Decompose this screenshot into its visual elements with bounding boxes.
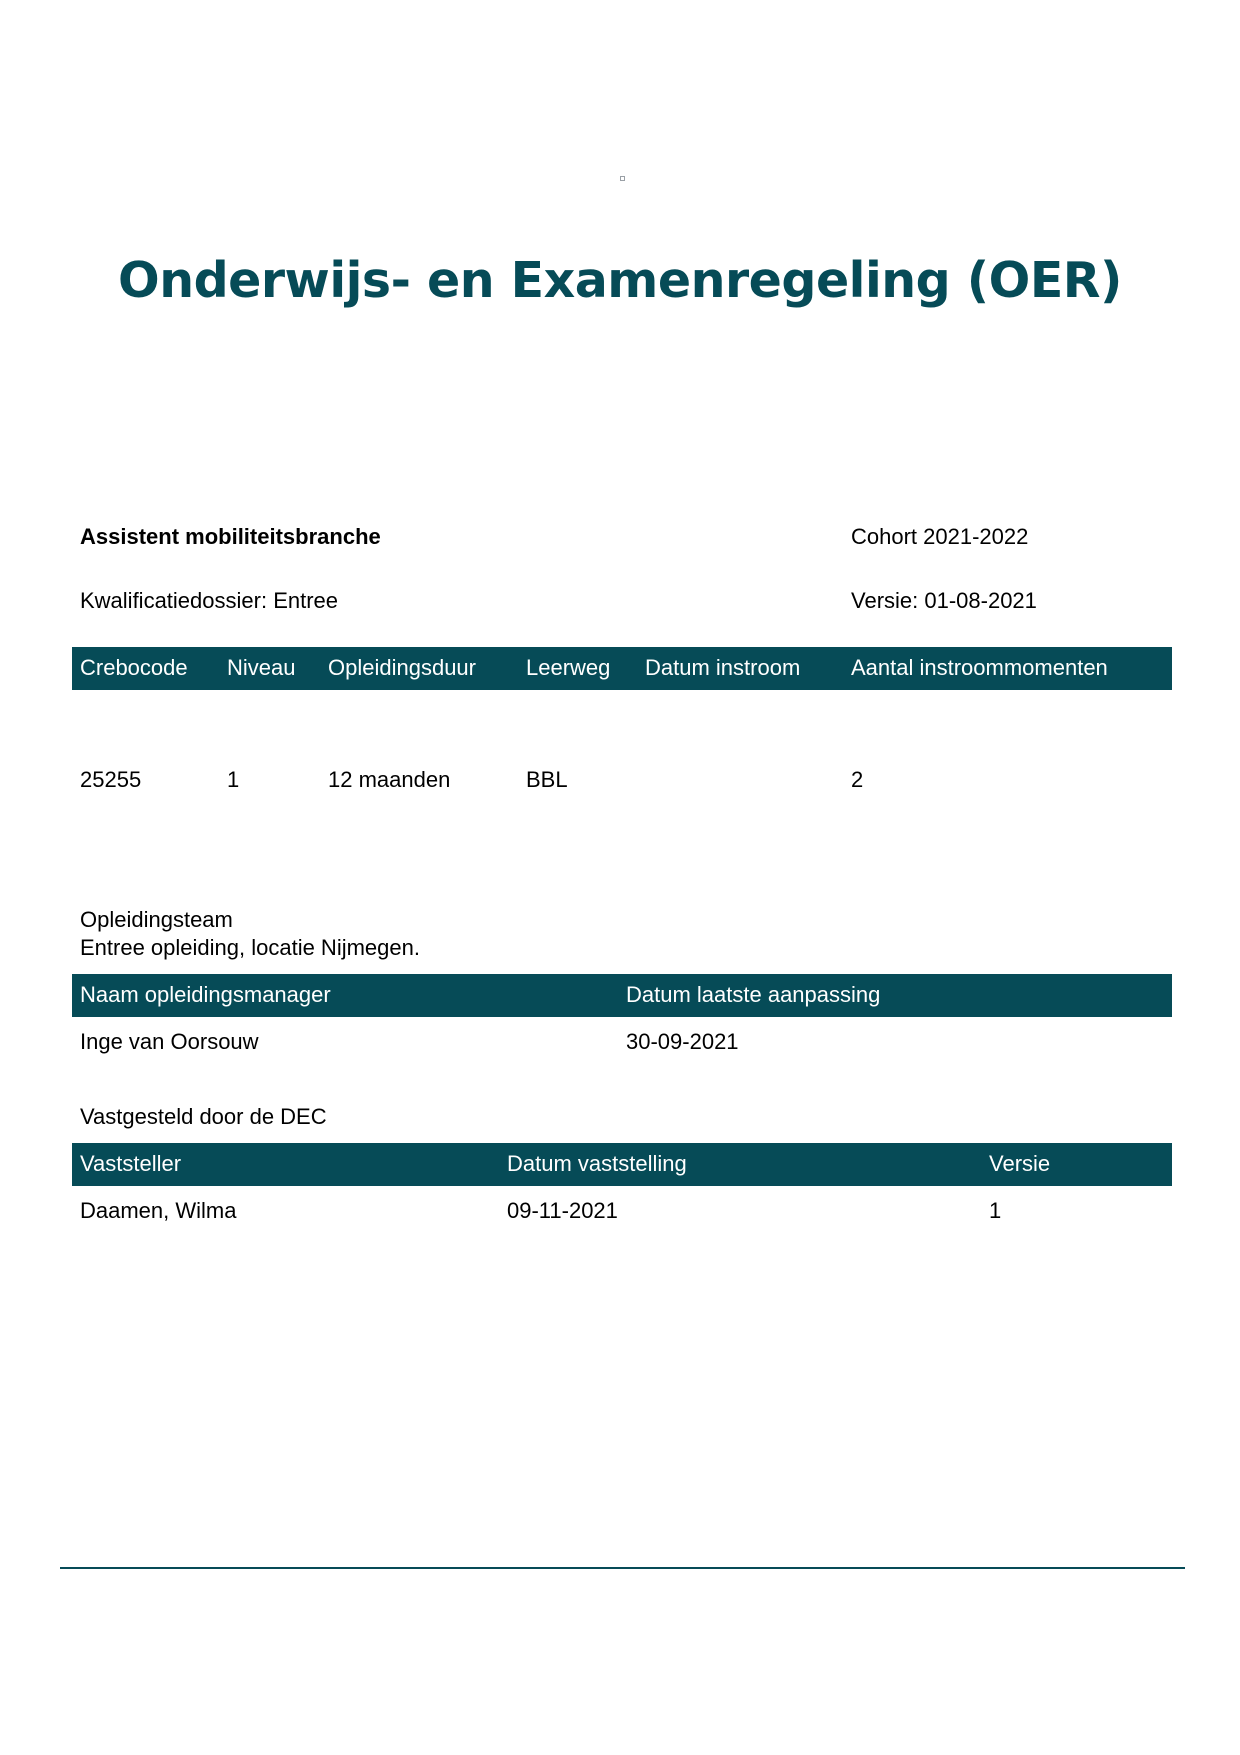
document-title: Onderwijs- en Examenregeling (OER)	[118, 252, 1122, 309]
team-label: Opleidingsteam	[80, 907, 233, 932]
header-opleidingsduur: Opleidingsduur	[328, 655, 476, 680]
manager-table-row	[72, 1029, 1172, 1059]
cell-crebocode: 25255	[80, 767, 142, 792]
cohort-label: Cohort 2021-2022	[851, 524, 1029, 549]
approval-table-header	[72, 1143, 1172, 1186]
header-vaststeller: Vaststeller	[80, 1151, 182, 1176]
version-date: Versie: 01-08-2021	[851, 588, 1037, 613]
program-table-header	[72, 647, 1172, 690]
header-niveau: Niveau	[227, 655, 296, 680]
footer-divider	[60, 1567, 1185, 1569]
header-datum-laatste-aanpassing: Datum laatste aanpassing	[626, 982, 881, 1007]
approval-label: Vastgesteld door de DEC	[80, 1104, 327, 1129]
program-name: Assistent mobiliteitsbranche	[80, 524, 381, 549]
cell-manager-name: Inge van Oorsouw	[80, 1029, 259, 1054]
cell-leerweg: BBL	[526, 767, 568, 792]
team-description: Entree opleiding, locatie Nijmegen.	[80, 935, 420, 960]
cell-datum-vaststelling: 09-11-2021	[507, 1198, 618, 1223]
program-table-row	[72, 767, 1172, 797]
cell-opleidingsduur: 12 maanden	[328, 767, 451, 792]
header-naam-opleidingsmanager: Naam opleidingsmanager	[80, 982, 331, 1007]
cell-niveau: 1	[227, 767, 240, 792]
header-datum-vaststelling: Datum vaststelling	[507, 1151, 687, 1176]
header-datum-instroom: Datum instroom	[645, 655, 801, 680]
cell-aantal-instroommomenten: 2	[851, 767, 864, 792]
header-versie: Versie	[989, 1151, 1051, 1176]
anchor-marker-icon	[620, 176, 625, 181]
header-crebocode: Crebocode	[80, 655, 188, 680]
header-aantal-instroommomenten: Aantal instroommomenten	[851, 655, 1108, 680]
cell-last-modified: 30-09-2021	[626, 1029, 739, 1054]
header-leerweg: Leerweg	[526, 655, 611, 680]
manager-table-header	[72, 974, 1172, 1017]
approval-table-row	[72, 1198, 1172, 1228]
cell-versie: 1	[989, 1198, 1002, 1223]
cell-vaststeller: Daamen, Wilma	[80, 1198, 237, 1223]
qualification-dossier: Kwalificatiedossier: Entree	[80, 588, 339, 613]
